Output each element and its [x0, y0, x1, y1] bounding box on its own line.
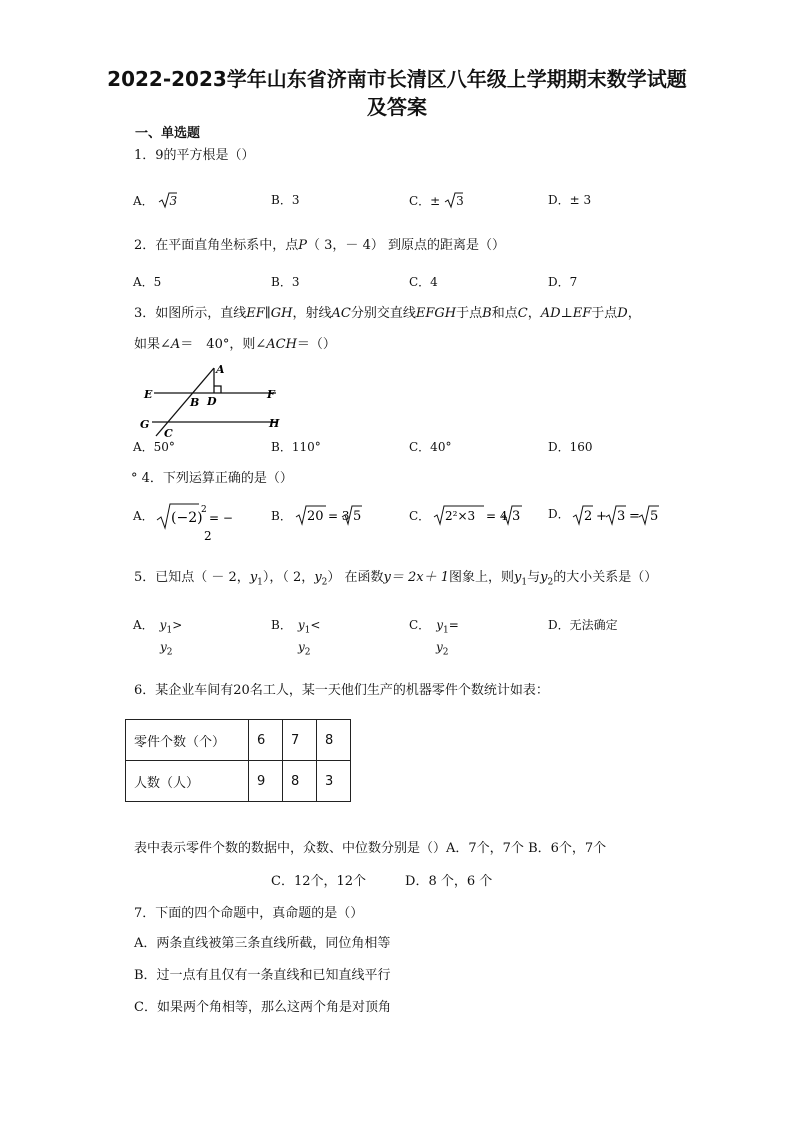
question-5-option-a: A． $y_1>$: [133, 618, 183, 636]
table-cell: 7: [283, 720, 317, 761]
question-3-option-a: A．50°: [133, 440, 175, 454]
question-1-option-a: A． 3: [133, 191, 177, 210]
parallel-lines-diagram: [138, 362, 298, 440]
question-4-option-d: D．: [548, 507, 570, 521]
point-label-a: A: [216, 363, 225, 376]
svg-text:=: =: [629, 509, 640, 524]
point-label-b: B: [190, 396, 200, 409]
page-title-line2: 及答案: [367, 95, 427, 119]
table-cell: 零件个数（个）: [126, 720, 249, 761]
svg-text:= 3: = 3: [328, 509, 350, 523]
svg-text:2²×3: 2²×3: [445, 509, 476, 523]
question-2-option-a: A．5: [133, 275, 162, 289]
question-4-option-c: C．: [409, 509, 431, 523]
table-cell: 3: [317, 761, 351, 802]
page-title-line1: 2022-2023学年山东省济南市长清区八年级上学期期末数学试题: [107, 67, 687, 91]
question-7-option-a: A．两条直线被第三条直线所截，同位角相等: [134, 936, 391, 951]
question-1-stem: 1．9的平方根是（）: [134, 148, 255, 163]
svg-text:20: 20: [307, 509, 324, 524]
table-row: [126, 761, 351, 802]
question-6-stem: 6．某企业车间有20名工人，某一天他们生产的机器零件个数统计如表：: [134, 683, 549, 698]
sqrt-expression-c: [432, 503, 524, 527]
question-3-stem-line2: 如果∠A＝ 40°，则∠ACH＝（）: [134, 337, 336, 352]
question-2-option-b: B．3: [271, 275, 300, 289]
question-7-option-b: B．过一点有且仅有一条直线和已知直线平行: [134, 968, 391, 983]
sqrt-expression-b: [294, 503, 374, 527]
question-1-option-d: D．± 3: [548, 193, 592, 207]
question-5-stem: 5．已知点（ － 2，$y_1$），（ 2，$y_2$） 在函数y＝ 2x＋ 1图象上，则$y_1$与$y_2$的大小关系是（）: [134, 570, 658, 588]
question-5-option-b: B． $y_1<$: [271, 618, 321, 636]
svg-text:2: 2: [201, 505, 207, 515]
section-heading: 一、单选题: [135, 126, 201, 141]
svg-text:+: +: [596, 509, 607, 524]
ray-ac: [156, 368, 214, 436]
question-7-option-c: C．如果两个角相等，那么这两个角是对顶角: [134, 1000, 391, 1015]
question-2-option-d: D．7: [548, 275, 578, 289]
question-4-option-b: B．: [271, 509, 292, 523]
question-3-option-d: D．160: [548, 440, 593, 454]
table-cell: 6: [249, 720, 283, 761]
svg-text:2: 2: [204, 529, 212, 543]
svg-text:2: 2: [584, 509, 593, 524]
svg-text:= −: = −: [209, 511, 233, 525]
svg-text:5: 5: [650, 509, 659, 524]
svg-text:5: 5: [353, 509, 362, 524]
table-cell: 8: [317, 720, 351, 761]
svg-text:(−2): (−2): [171, 510, 203, 526]
question-5-option-c-rhs: $y_2$: [436, 640, 449, 658]
svg-text:3: 3: [512, 509, 521, 524]
point-label-d: D: [207, 395, 217, 408]
question-3-stem-line1: 3．如图所示，直线EF∥GH，射线AC分别交直线EFGH于点B和点C，AD⊥EF于点D，: [134, 306, 641, 321]
sqrt-expression-a: [155, 500, 235, 546]
table-cell: 人数（人）: [126, 761, 249, 802]
question-5-option-b-rhs: $y_2$: [298, 640, 311, 658]
question-7-stem: 7．下面的四个命题中，真命题的是（）: [134, 906, 364, 921]
question-6-options-line2: C．12个，12个 D．8 个，6 个: [271, 874, 493, 889]
svg-text:= 4: = 4: [486, 509, 508, 523]
question-6-options-line1: 表中表示零件个数的数据中，众数、中位数分别是（）A．7个，7个 B．6个，7个: [134, 841, 607, 856]
question-1-option-b: B．3: [271, 193, 300, 207]
point-label-e: E: [144, 388, 153, 401]
point-label-h: H: [269, 417, 280, 430]
question-2-stem: 2．在平面直角坐标系中，点P（ 3，－ 4） 到原点的距离是（）: [134, 238, 505, 253]
table-row: [126, 720, 351, 761]
question-5-option-d: D．无法确定: [548, 618, 618, 632]
point-label-c: C: [164, 427, 173, 440]
question-5-option-a-rhs: $y_2$: [160, 640, 173, 658]
parts-count-table: [125, 719, 351, 802]
table-cell: 8: [283, 761, 317, 802]
question-3-option-c: C．40°: [409, 440, 452, 454]
question-1-option-c: C．± 3: [409, 191, 464, 210]
sqrt-expression-d: [571, 503, 661, 527]
question-4-stem: ° 4．下列运算正确的是（）: [131, 471, 293, 486]
svg-text:3: 3: [617, 509, 626, 524]
right-angle-mark-icon: [214, 386, 221, 393]
question-3-option-b: B．110°: [271, 440, 321, 454]
point-label-f: F: [267, 388, 275, 401]
question-5-option-c: C． $y_1=$: [409, 618, 459, 636]
question-2-option-c: C．4: [409, 275, 438, 289]
question-4-option-a: A．: [133, 509, 154, 523]
point-label-g: G: [140, 418, 150, 431]
table-cell: 9: [249, 761, 283, 802]
